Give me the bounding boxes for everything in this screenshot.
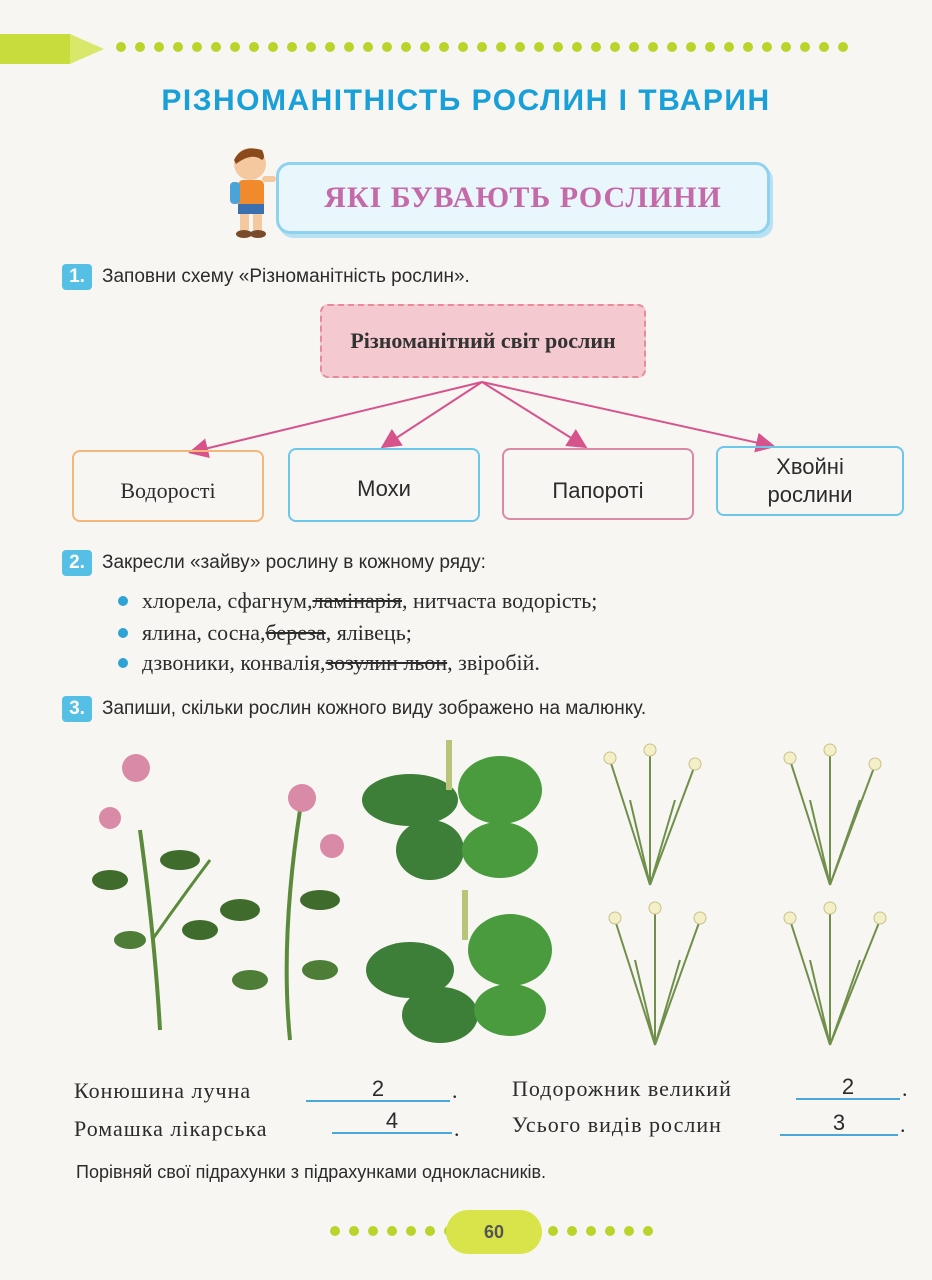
answer-plantain-field[interactable]: 2 [796,1076,900,1100]
page-number-badge [446,1210,542,1254]
task-number: 3. [62,696,92,722]
plantain-icon [362,740,542,880]
row-text: ялина, сосна, [142,620,266,645]
task-text: Закресли «зайву» рослину в кожному ряду: [102,552,486,573]
row-text: , ялівець; [325,620,412,645]
box-label: Папороті [552,478,644,503]
task-text: Запиши, скільки рослин кожного виду зображено на малюнку. [102,698,647,719]
answer-plantain-label: Подорожник великий [512,1076,732,1101]
task-number: 1. [62,264,92,290]
list-item [118,620,412,646]
period: . [452,1078,459,1103]
struck-word: ламінарія [312,588,403,613]
chamomile-icon [610,750,880,1045]
answer-clover-field[interactable]: 2 [306,1078,450,1102]
bottom-dots-left [330,1226,454,1236]
diagram-box-conifers [716,446,904,516]
list-item [118,650,540,676]
struck-word: береза [265,620,326,645]
clover-icon [92,754,218,1030]
box-label: Мохи [357,476,411,501]
answer-chamomile-label: Ромашка лікарська [74,1116,268,1141]
row-text: дзвоники, конвалія, [142,650,326,675]
answer-total-field[interactable]: 3 [780,1112,898,1136]
clover-icon [220,784,344,1040]
task-2-heading [62,550,486,576]
page-number: 60 [483,1221,505,1242]
row-text: хлорела, сфагнум, [142,588,313,613]
list-item [118,588,597,614]
diagram-arrows [0,0,932,520]
answer-total-label: Усього видів рослин [512,1112,722,1137]
diagram-center-label: Різноманітний світ рослин [350,328,616,353]
box-label: Водорості [120,478,216,503]
task-text: Заповни схему «Різноманітність рослин». [102,266,470,287]
diagram-box-mosses [288,448,480,522]
struck-word: зозулин льон [325,650,448,675]
period: . [454,1116,461,1141]
bottom-dots-right [548,1226,653,1236]
diagram-box-algae [72,450,264,522]
page-title: РІЗНОМАНІТНІСТЬ РОСЛИН І ТВАРИН [161,84,771,117]
footer-instruction: Порівняй свої підрахунки з підрахунками однокласників. [76,1162,547,1182]
subtitle-text: ЯКІ БУВАЮТЬ РОСЛИНИ [324,181,722,214]
diagram-box-ferns [502,448,694,520]
plantain-icon [366,890,552,1043]
answer-chamomile-field[interactable]: 4 [332,1110,452,1134]
plants-illustration [70,740,910,1060]
period: . [900,1112,907,1137]
box-label: Хвойні рослини [767,454,853,507]
answer-clover-label: Конюшина лучна [74,1078,252,1103]
row-text: , звіробій. [447,650,540,675]
row-text: , нитчаста водорість; [402,588,598,613]
task-3-heading [62,696,646,722]
period: . [902,1076,909,1101]
task-number: 2. [62,550,92,576]
